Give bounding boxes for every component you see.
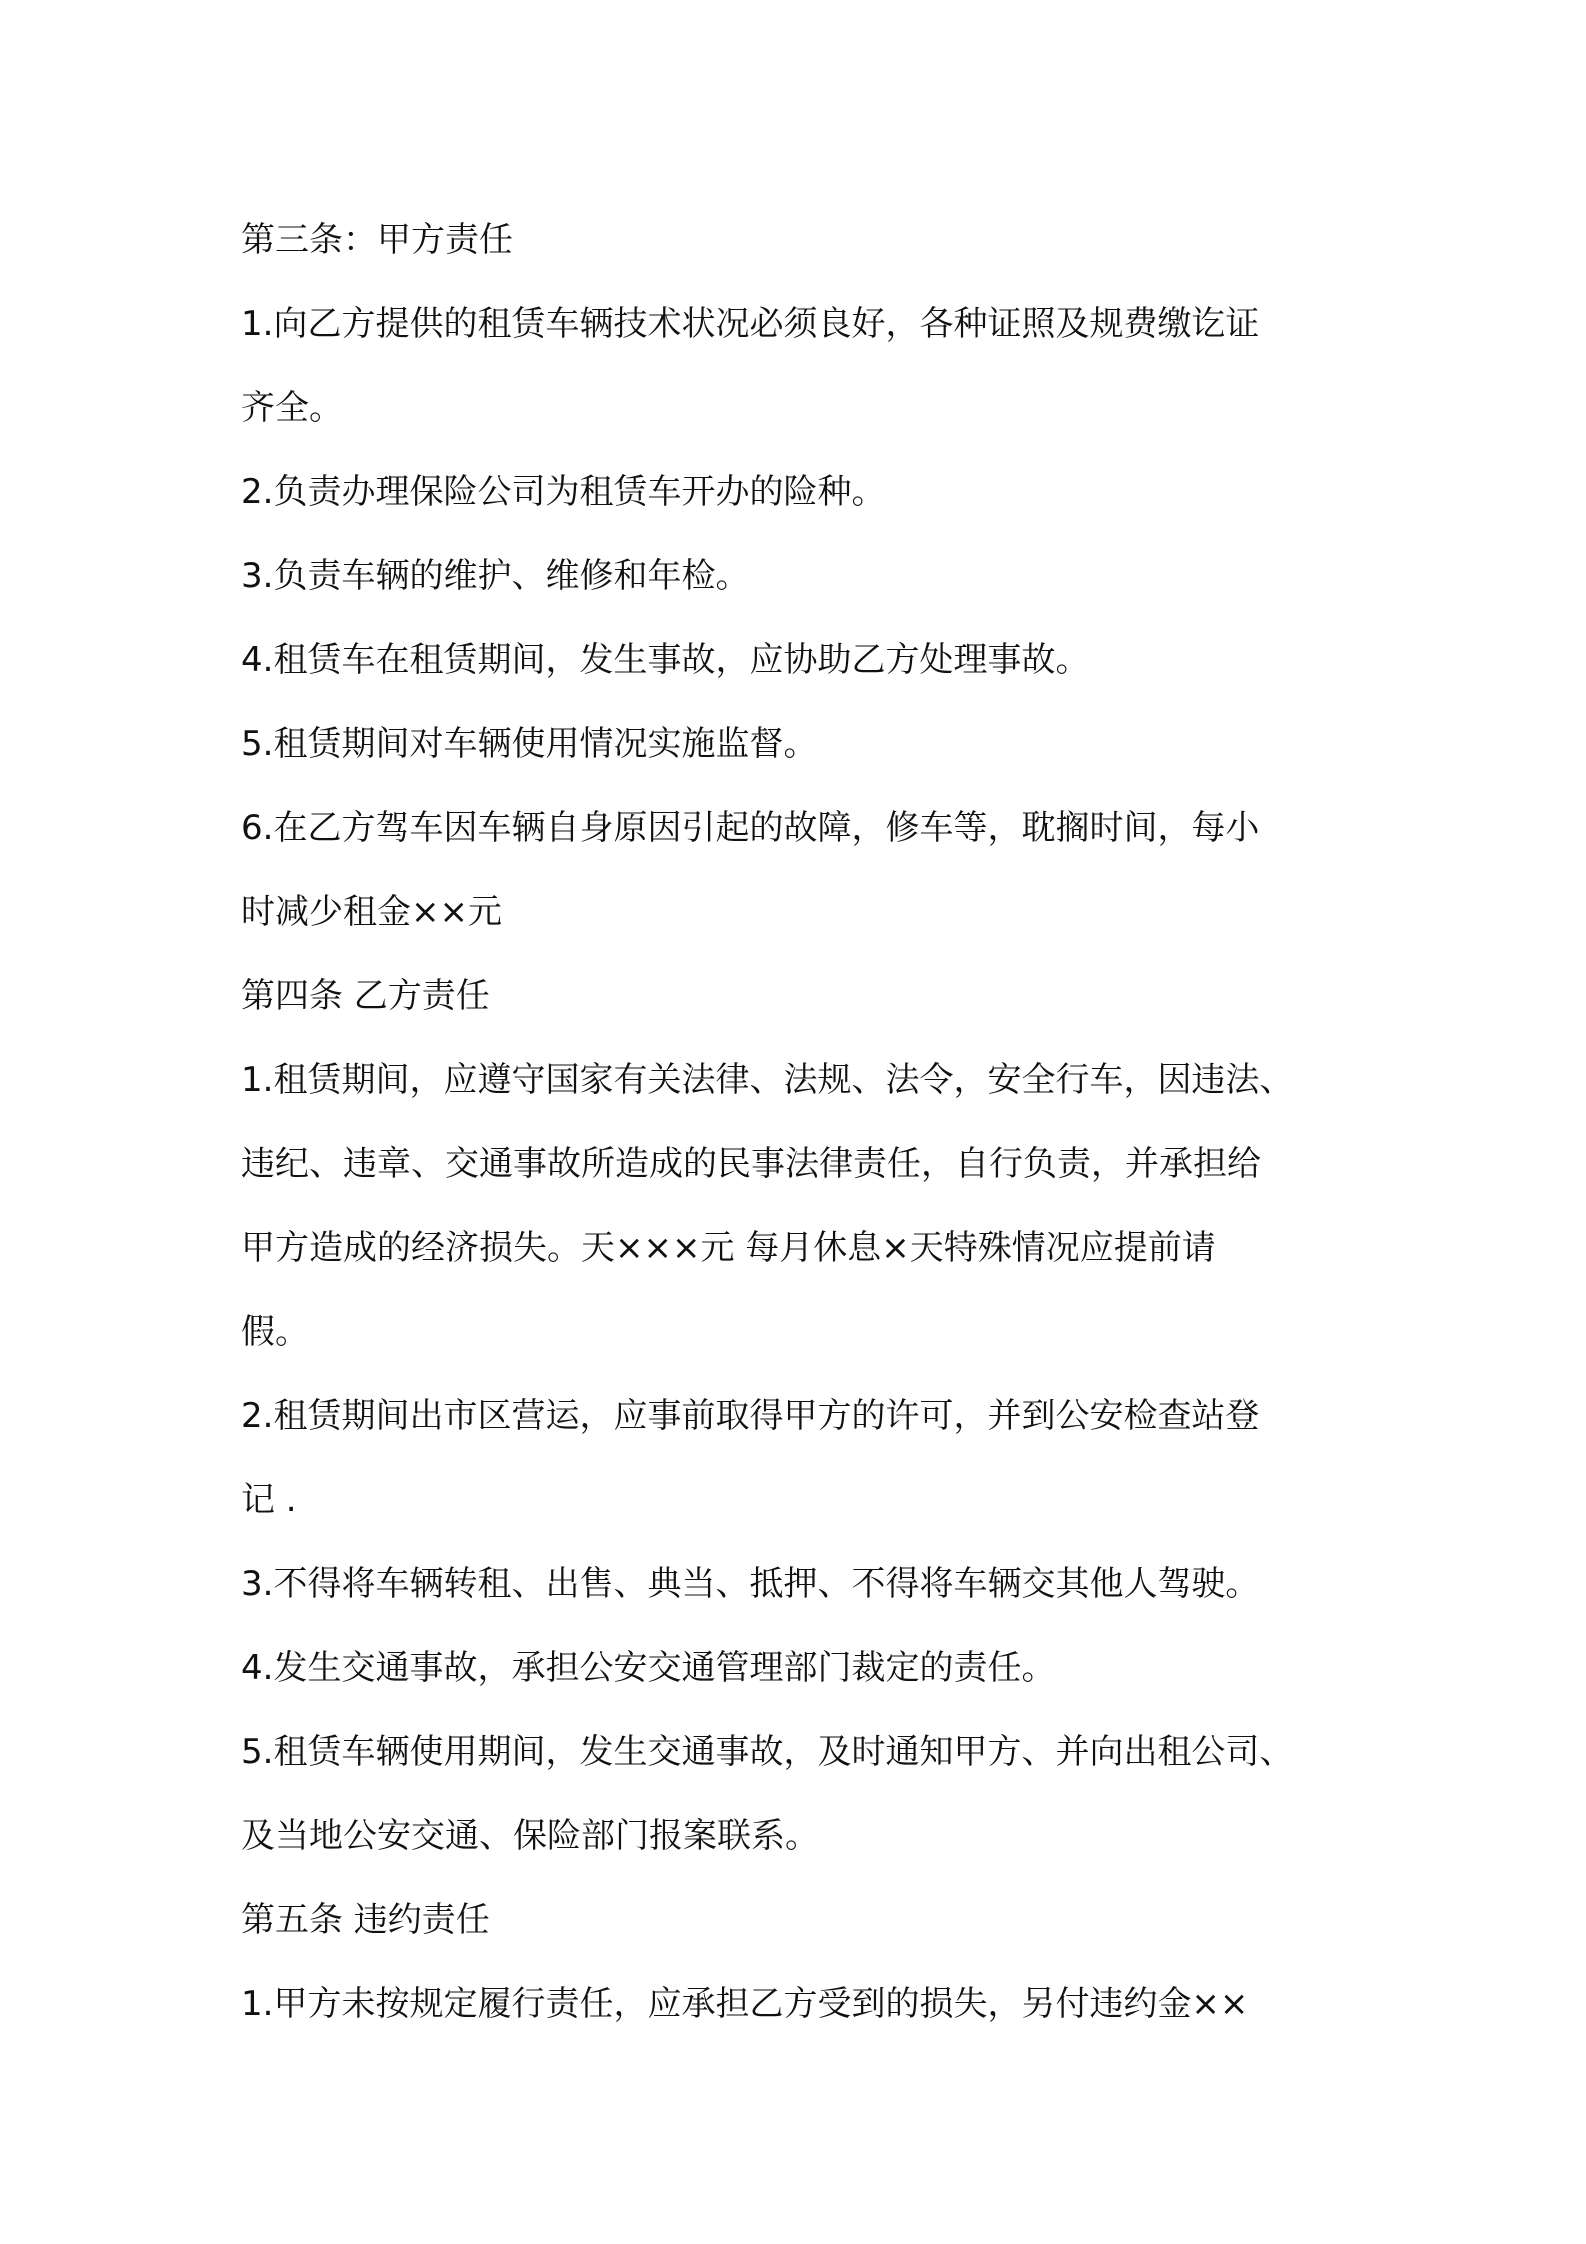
article-4-item-2-line-1: 2.租赁期间出市区营运，应事前取得甲方的许可，并到公安检查站登 bbox=[241, 1396, 1260, 1436]
article-4-item-4: 4.发生交通事故，承担公安交通管理部门裁定的责任。 bbox=[241, 1648, 1056, 1688]
article-3-item-1-line-2: 齐全。 bbox=[241, 388, 343, 428]
article-3-item-6-line-2: 时减少租金××元 bbox=[241, 892, 502, 932]
article-4-heading: 第四条 乙方责任 bbox=[241, 976, 490, 1016]
article-4-item-1-line-1: 1.租赁期间，应遵守国家有关法律、法规、法令，安全行车，因违法、 bbox=[241, 1060, 1294, 1100]
article-3-item-3: 3.负责车辆的维护、维修和年检。 bbox=[241, 556, 750, 596]
article-5-heading: 第五条 违约责任 bbox=[241, 1900, 490, 1940]
article-4-item-5-line-1: 5.租赁车辆使用期间，发生交通事故，及时通知甲方、并向出租公司、 bbox=[241, 1732, 1294, 1772]
article-4-item-1-line-3: 甲方造成的经济损失。天×××元 每月休息×天特殊情况应提前请 bbox=[241, 1228, 1216, 1268]
article-4-item-5-line-2: 及当地公安交通、保险部门报案联系。 bbox=[241, 1816, 819, 1856]
article-4-item-1-line-2: 违纪、违章、交通事故所造成的民事法律责任，自行负责，并承担给 bbox=[241, 1144, 1261, 1184]
article-5-item-1-line-1: 1.甲方未按规定履行责任，应承担乙方受到的损失，另付违约金×× bbox=[241, 1984, 1249, 2024]
article-3-item-5: 5.租赁期间对车辆使用情况实施监督。 bbox=[241, 724, 818, 764]
article-4-item-2-line-2: 记 . bbox=[241, 1480, 297, 1520]
contract-text bbox=[241, 198, 1361, 2046]
article-4-item-3: 3.不得将车辆转租、出售、典当、抵押、不得将车辆交其他人驾驶。 bbox=[241, 1564, 1260, 1604]
article-3-heading: 第三条：甲方责任 bbox=[241, 220, 513, 260]
article-3-item-4: 4.租赁车在租赁期间，发生事故，应协助乙方处理事故。 bbox=[241, 640, 1090, 680]
article-4-item-1-line-4: 假。 bbox=[241, 1312, 309, 1352]
article-3-item-2: 2.负责办理保险公司为租赁车开办的险种。 bbox=[241, 472, 886, 512]
article-3-item-6-line-1: 6.在乙方驾车因车辆自身原因引起的故障，修车等，耽搁时间，每小 bbox=[241, 808, 1260, 848]
article-3-item-1-line-1: 1.向乙方提供的租赁车辆技术状况必须良好，各种证照及规费缴讫证 bbox=[241, 304, 1260, 344]
